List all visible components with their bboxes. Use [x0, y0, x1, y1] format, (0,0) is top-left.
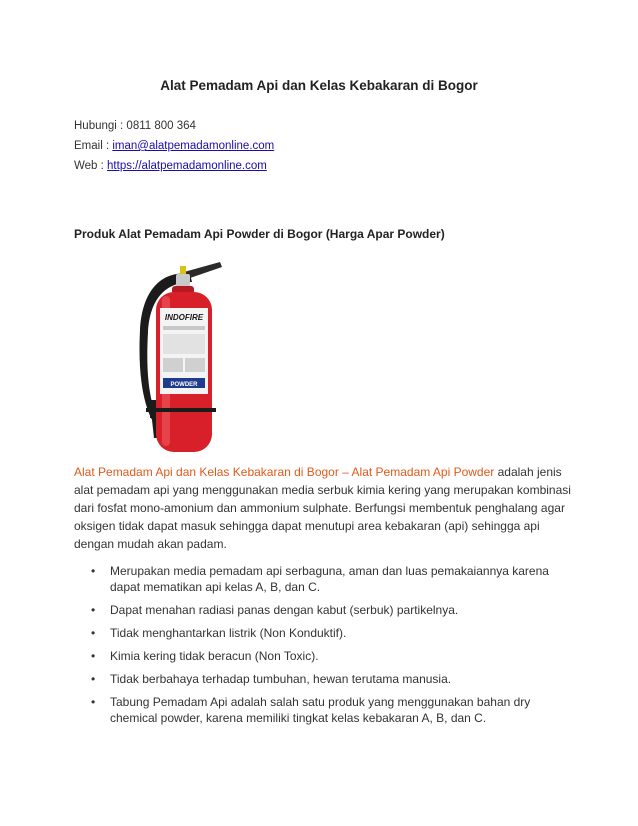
- list-item-text: Tidak berbahaya terhadap tumbuhan, hewan terutama manusia.: [110, 672, 452, 686]
- bullet-icon: •: [91, 672, 96, 686]
- paragraph-link-separator: –: [338, 465, 352, 479]
- bracket-clip: [150, 400, 156, 418]
- contact-email: [74, 140, 274, 152]
- email-link[interactable]: iman@alatpemadamonline.com: [112, 140, 275, 152]
- brand-text: INDOFIRE: [164, 313, 204, 322]
- paragraph-link-kelas[interactable]: Alat Pemadam Api dan Kelas Kebakaran di Bogor: [74, 465, 339, 479]
- web-link[interactable]: https://alatpemadamonline.com: [107, 160, 267, 172]
- list-item: [74, 563, 574, 595]
- bullet-icon: •: [91, 695, 96, 709]
- contact-web: [74, 160, 267, 172]
- list-item-text: Tabung Pemadam Api adalah salah satu produk yang menggunakan bahan dry chemical powder, karena memiliki tingkat kelas kebakaran A, B, dan C.: [110, 695, 531, 725]
- bullet-icon: •: [91, 649, 96, 663]
- list-item: [74, 648, 574, 664]
- fire-extinguisher-image: [132, 260, 232, 456]
- list-item-text: Tidak menghantarkan listrik (Non Konduktif).: [110, 626, 347, 640]
- label-line: [163, 326, 205, 330]
- paragraph-text: adalah jenis alat pemadam api yang menggunakan media serbuk kimia kering yang merupakan kombinasi dari fosfat mono-amonium dan ammonium sulphate. Berfungsi membentuk penghalang agar oksigen tidak dapat masuk sehingga dapat menutupi area kebakaran (api) sehingga api dengan mudah akan padam.: [74, 465, 571, 551]
- list-item-text: Kimia kering tidak beracun (Non Toxic).: [110, 649, 319, 663]
- valve-shape: [176, 274, 190, 288]
- label-class-box: [163, 358, 183, 372]
- label-instructions: [163, 334, 205, 354]
- contact-email-label: Email :: [74, 140, 113, 152]
- bracket-shape: [146, 408, 216, 412]
- paragraph-link-powder[interactable]: Alat Pemadam Api Powder: [351, 465, 495, 479]
- list-item-text: Merupakan media pemadam api serbaguna, aman dan luas pemakaiannya karena dapat mematikan api kelas A, B, dan C.: [110, 564, 549, 594]
- list-item: [74, 694, 574, 726]
- label-class-box: [185, 358, 205, 372]
- list-item: [74, 602, 574, 618]
- powder-text: POWDER: [170, 382, 198, 388]
- contact-web-label: Web :: [74, 160, 108, 172]
- page-title: Alat Pemadam Api dan Kelas Kebakaran di Bogor: [160, 78, 478, 93]
- list-item-text: Dapat menahan radiasi panas dengan kabut (serbuk) partikelnya.: [110, 603, 459, 617]
- bullet-icon: •: [91, 564, 96, 578]
- bullet-icon: •: [91, 626, 96, 640]
- section-heading: Produk Alat Pemadam Api Powder di Bogor (Harga Apar Powder): [74, 227, 445, 241]
- list-item: [74, 625, 574, 641]
- bullet-icon: •: [91, 603, 96, 617]
- description-paragraph: [74, 463, 574, 553]
- contact-phone: Hubungi : 0811 800 364: [74, 120, 196, 132]
- list-item: [74, 671, 574, 687]
- feature-list: [74, 563, 574, 733]
